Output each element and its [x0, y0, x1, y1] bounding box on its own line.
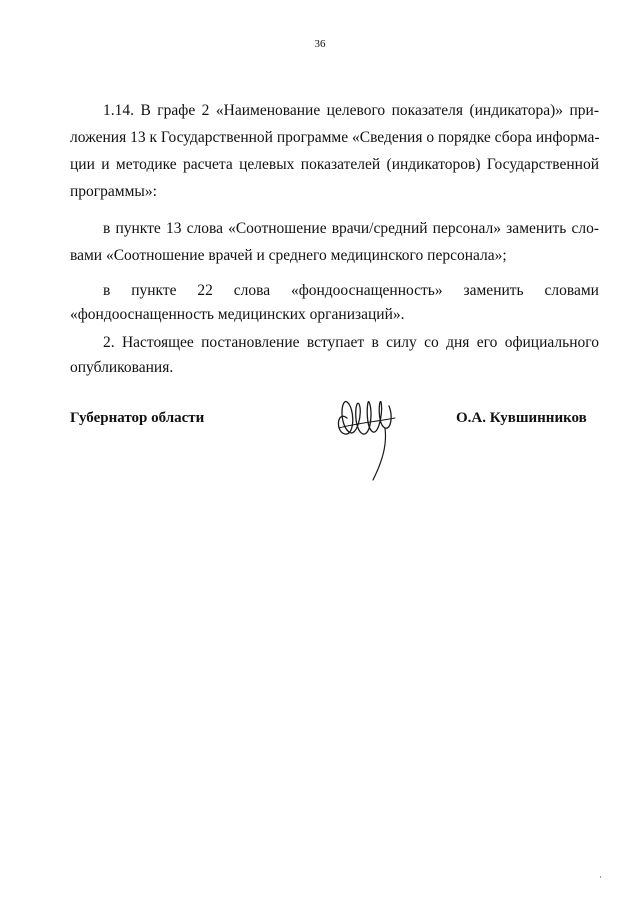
- paragraph-4-line-2: опубликования.: [70, 359, 174, 376]
- word: 22: [197, 282, 213, 299]
- paragraph-2-line-1: в пункте 13 слова «Соотношение врачи/средний персонал» заменить сло-: [103, 220, 599, 237]
- paragraph-1-line-2: ложения 13 к Государственной программе «Сведения о порядке сбора информа-: [70, 129, 600, 146]
- signatory-name: О.А. Кувшинников: [456, 410, 587, 426]
- paragraph-1-line-4: программы»:: [70, 183, 157, 200]
- paragraph-4-line-1: 2. Настоящее постановление вступает в силу со дня его официального: [103, 334, 599, 351]
- paragraph-3-line-2: «фондооснащенность медицинских организаций».: [70, 306, 405, 323]
- handwritten-signature: [333, 388, 403, 484]
- page-number: 36: [314, 38, 326, 50]
- paragraph-2-line-2: вами «Соотношение врачей и среднего медицинского персонала»;: [70, 247, 507, 264]
- word: заменить: [463, 282, 524, 299]
- paragraph-1-line-1: 1.14. В графе 2 «Наименование целевого показателя (индикатора)» при-: [103, 102, 599, 119]
- paragraph-1-line-3: ции и методике расчета целевых показателей (индикаторов) Государственной: [70, 156, 599, 173]
- word: в: [103, 282, 111, 299]
- paragraph-3-line-1: [103, 281, 599, 301]
- word: пункте: [131, 282, 177, 299]
- word: слова: [233, 282, 271, 299]
- signatory-title: Губернатор области: [70, 410, 205, 426]
- scan-speck: [600, 876, 601, 878]
- word: словами: [544, 282, 599, 299]
- word: «фондооснащенность»: [290, 282, 443, 299]
